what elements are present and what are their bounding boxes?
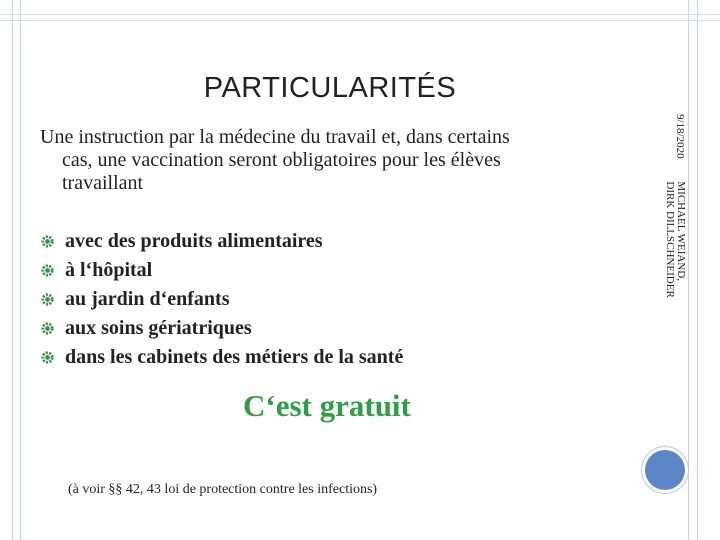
gear-bullet-icon: [40, 234, 55, 249]
list-item: [40, 256, 403, 285]
sidebar-vertical-text: [664, 114, 686, 298]
bullet-text: avec des produits alimentaires: [65, 230, 323, 252]
footnote: (à voir §§ 42, 43 loi de protection contre les infections): [68, 482, 378, 497]
slide-title: PARTICULARITÉS: [203, 72, 457, 104]
intro-paragraph: [40, 126, 620, 195]
frame-line-top-inner: [0, 20, 720, 21]
author-line-2: DIRK DILLSCHNEIDER: [664, 181, 676, 298]
bullet-list: [40, 227, 403, 372]
list-item: [40, 314, 403, 343]
frame-line-right-outer: [697, 0, 698, 540]
intro-line-1: Une instruction par la médecine du travail et, dans certains: [40, 126, 510, 148]
intro-line-3: travaillant: [62, 172, 144, 194]
list-item: [40, 227, 403, 256]
slide-author: [664, 181, 686, 297]
author-line-1: MICHAEL WEIAND,: [675, 181, 687, 281]
gear-bullet-icon: [40, 350, 55, 365]
list-item: [40, 285, 403, 314]
frame-line-right-inner: [688, 0, 689, 540]
bullet-text: aux soins gériatriques: [65, 317, 252, 339]
slide-date: 9/18/2020: [674, 114, 686, 159]
bullet-text: à l‘hôpital: [65, 259, 153, 281]
gear-bullet-icon: [40, 292, 55, 307]
decorative-circle: [645, 450, 685, 490]
gear-bullet-icon: [40, 263, 55, 278]
bullet-text: au jardin d‘enfants: [65, 288, 230, 310]
frame-line-top-outer: [0, 14, 720, 15]
highlight-text: C‘est gratuit: [243, 388, 411, 423]
gear-bullet-icon: [40, 321, 55, 336]
list-item: [40, 343, 403, 372]
bullet-text: dans les cabinets des métiers de la santé: [65, 346, 404, 368]
intro-line-2: cas, une vaccination seront obligatoires pour les élèves: [62, 149, 501, 171]
